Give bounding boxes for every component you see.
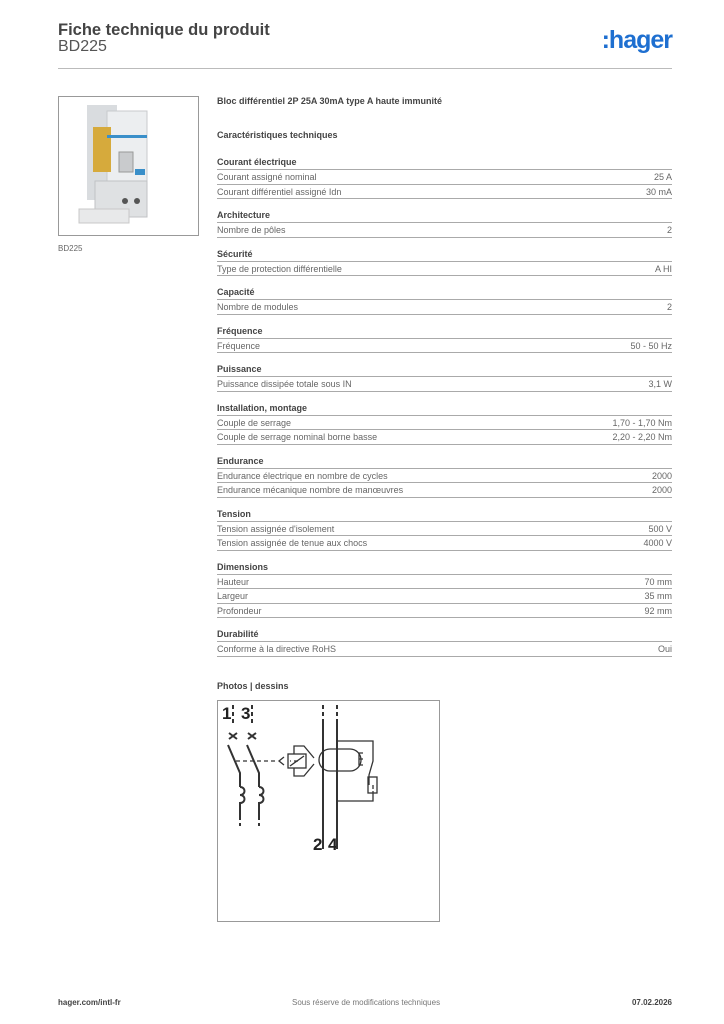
spec-row <box>217 483 672 498</box>
section-title: Puissance <box>217 363 672 377</box>
spec-label: Couple de serrage <box>217 417 292 428</box>
terminal-label-3: 3 <box>241 704 251 723</box>
product-reference: BD225 <box>58 38 107 55</box>
hager-logo: :hager <box>601 26 672 54</box>
spec-row <box>217 185 672 200</box>
spec-value: 25 A <box>653 172 672 182</box>
spec-row <box>217 377 672 392</box>
section-title: Sécurité <box>217 248 672 262</box>
footer-website[interactable]: hager.com/intl-fr <box>58 998 121 1007</box>
spec-sections <box>217 156 672 657</box>
wiring-diagram <box>217 700 440 922</box>
section-title: Courant électrique <box>217 156 672 170</box>
spec-row <box>217 642 672 657</box>
spec-value: 2000 <box>651 485 672 495</box>
spec-label: Couple de serrage nominal borne basse <box>217 432 378 442</box>
spec-section <box>217 402 672 445</box>
spec-label: Type de protection différentielle <box>217 263 342 274</box>
spec-label: Hauteur <box>217 576 250 587</box>
spec-row <box>217 604 672 619</box>
spec-label: Tension assignée de tenue aux chocs <box>217 538 368 548</box>
spec-row <box>217 536 672 551</box>
spec-value: 3,1 W <box>648 379 672 389</box>
spec-label: Profondeur <box>217 605 262 616</box>
spec-section <box>217 325 672 354</box>
spec-value: 2 <box>666 302 672 312</box>
product-name: Bloc différentiel 2P 25A 30mA type A haute immunité <box>217 96 443 106</box>
spec-value: 500 V <box>648 523 672 534</box>
spec-value: 50 - 50 Hz <box>630 340 672 351</box>
spec-value: 70 mm <box>644 576 672 587</box>
spec-label: Courant différentiel assigné Idn <box>217 186 342 197</box>
spec-row <box>217 575 672 590</box>
spec-section <box>217 156 672 199</box>
spec-label: Puissance dissipée totale sous IN <box>217 379 352 389</box>
spec-label: Fréquence <box>217 340 261 351</box>
spec-value: 2000 <box>651 470 672 481</box>
spec-section <box>217 209 672 238</box>
section-title: Fréquence <box>217 325 672 339</box>
section-title: Installation, montage <box>217 402 672 416</box>
spec-value: 35 mm <box>644 591 672 601</box>
terminal-label-1: 1 <box>222 704 232 723</box>
footer-date: 07.02.2026 <box>631 998 672 1007</box>
spec-row <box>217 589 672 604</box>
spec-content <box>217 96 672 657</box>
section-title: Dimensions <box>217 561 672 575</box>
section-title: Durabilité <box>217 628 672 642</box>
section-title: Capacité <box>217 286 672 300</box>
spec-label: Nombre de modules <box>217 302 299 312</box>
spec-value: 2 <box>666 225 672 235</box>
terminal-label-2: 2 <box>313 835 323 854</box>
product-photo <box>58 96 199 236</box>
spec-label: Courant assigné nominal <box>217 172 317 182</box>
spec-row <box>217 170 672 185</box>
spec-label: Nombre de pôles <box>217 225 286 235</box>
page-title: Fiche technique du produit <box>58 21 270 39</box>
header-divider <box>58 68 672 69</box>
spec-section <box>217 363 672 392</box>
spec-value: 2,20 - 2,20 Nm <box>612 432 672 442</box>
photo-caption: BD225 <box>58 244 83 253</box>
spec-row <box>217 469 672 484</box>
spec-label: Endurance électrique en nombre de cycles <box>217 470 388 481</box>
spec-value: 30 mA <box>645 186 672 197</box>
spec-label: Tension assignée d'isolement <box>217 523 335 534</box>
terminal-label-4: 4 <box>328 835 338 854</box>
spec-label: Largeur <box>217 591 249 601</box>
footer-notice: Sous réserve de modifications techniques <box>292 998 441 1007</box>
section-title: Endurance <box>217 455 672 469</box>
section-title: Tension <box>217 508 672 522</box>
spec-value: A HI <box>654 263 672 274</box>
spec-section <box>217 248 672 277</box>
spec-label: Endurance mécanique nombre de manœuvres <box>217 485 404 495</box>
spec-row <box>217 522 672 537</box>
spec-value: Oui <box>657 644 672 654</box>
spec-row <box>217 223 672 238</box>
spec-row <box>217 416 672 431</box>
spec-section <box>217 286 672 315</box>
section-title: Architecture <box>217 209 672 223</box>
spec-row <box>217 262 672 277</box>
spec-row <box>217 339 672 354</box>
spec-section <box>217 455 672 498</box>
spec-section <box>217 628 672 657</box>
spec-value: 1,70 - 1,70 Nm <box>612 417 672 428</box>
spec-row <box>217 300 672 315</box>
spec-section <box>217 561 672 619</box>
spec-label: Conforme à la directive RoHS <box>217 644 337 654</box>
characteristics-heading: Caractéristiques techniques <box>217 130 338 140</box>
spec-section <box>217 508 672 551</box>
spec-row <box>217 430 672 445</box>
photos-heading: Photos | dessins <box>217 681 289 691</box>
spec-value: 92 mm <box>644 605 672 616</box>
spec-value: 4000 V <box>643 538 672 548</box>
